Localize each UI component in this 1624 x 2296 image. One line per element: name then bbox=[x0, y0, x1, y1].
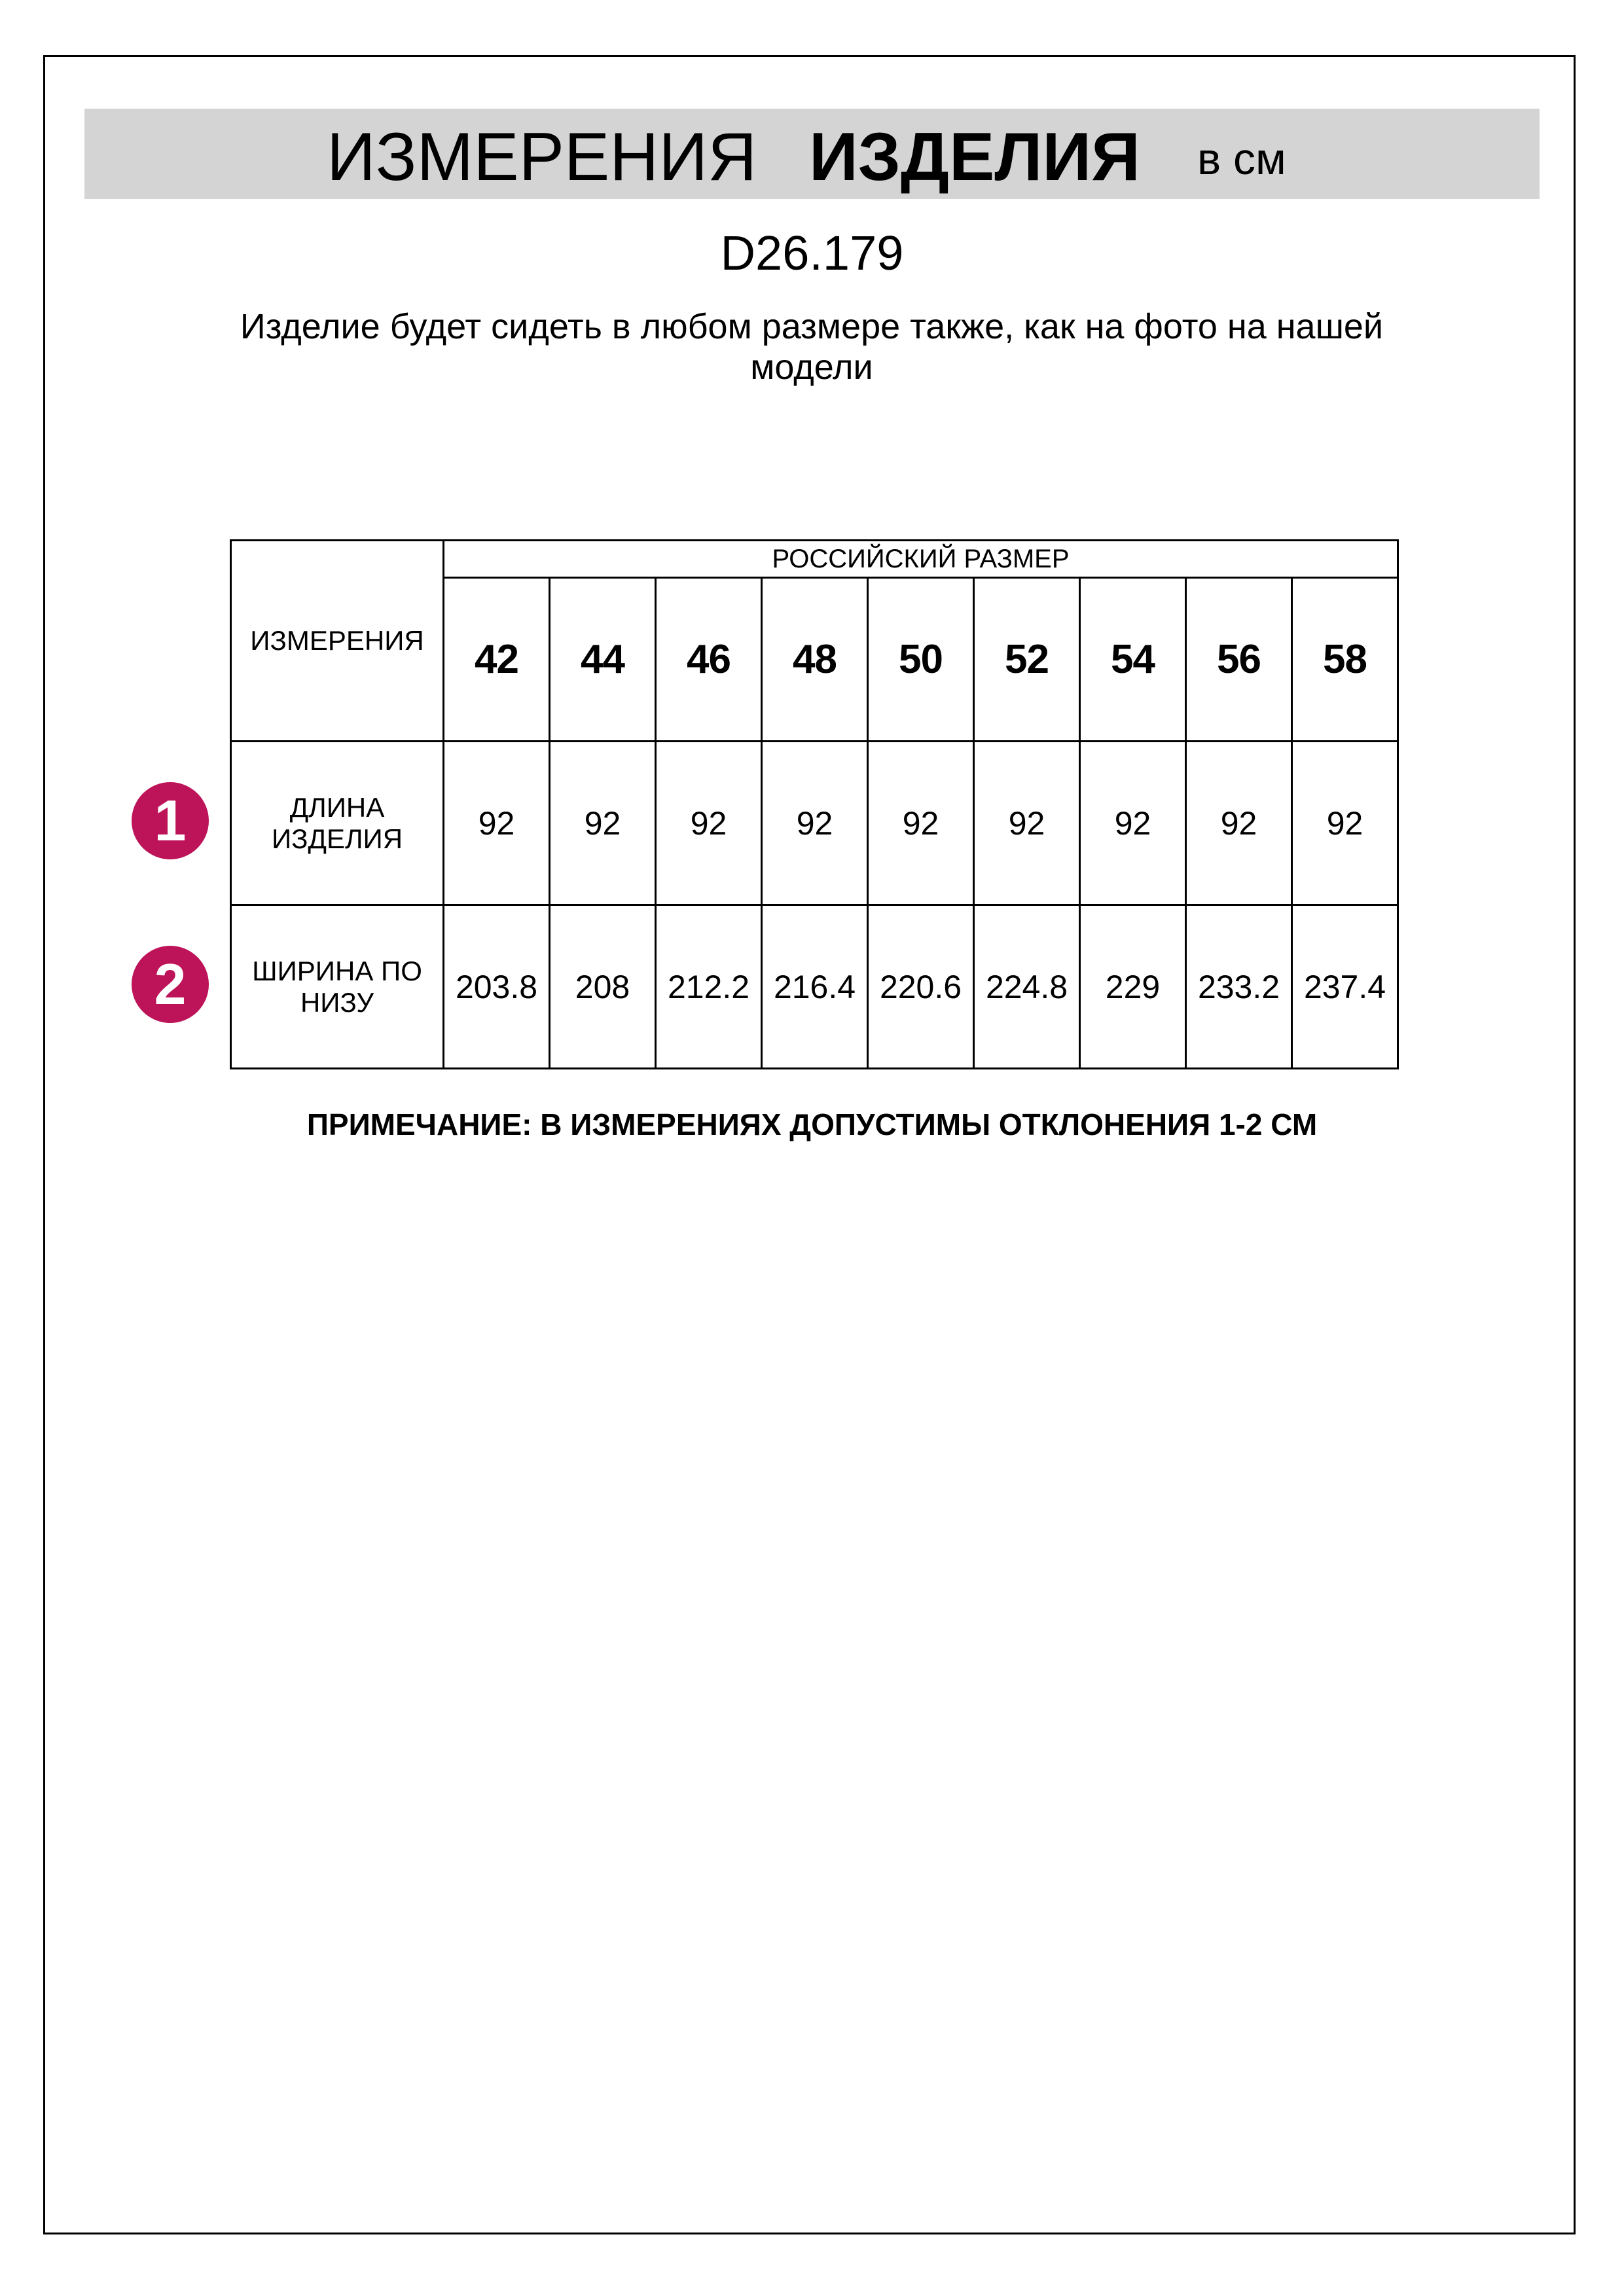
table-row bbox=[231, 742, 1398, 905]
number-badge: 2 bbox=[132, 946, 209, 1023]
size-cell: 42 bbox=[444, 578, 550, 742]
table-header-row bbox=[231, 541, 1398, 578]
row-label-length: ДЛИНА ИЗДЕЛИЯ bbox=[231, 742, 444, 905]
table-cell: 92 bbox=[656, 742, 762, 905]
size-cell: 52 bbox=[974, 578, 1080, 742]
table-cell: 203.8 bbox=[444, 905, 550, 1069]
table-row bbox=[231, 905, 1398, 1069]
size-cell: 46 bbox=[656, 578, 762, 742]
tolerance-note: ПРИМЕЧАНИЕ: В ИЗМЕРЕНИЯХ ДОПУСТИМЫ ОТКЛОНЕНИЯ 1-2 СМ bbox=[306, 1107, 1318, 1141]
title-unit: в см bbox=[1197, 134, 1286, 184]
table-cell: 237.4 bbox=[1292, 905, 1398, 1069]
size-cell: 56 bbox=[1186, 578, 1292, 742]
table-cell: 212.2 bbox=[656, 905, 762, 1069]
size-group-header: РОССИЙСКИЙ РАЗМЕР bbox=[444, 541, 1398, 578]
product-description: Изделие будет сидеть в любом размере также, как на фото на нашей модели bbox=[240, 307, 1384, 387]
measure-header: ИЗМЕРЕНИЯ bbox=[231, 541, 444, 742]
table-cell: 92 bbox=[1186, 742, 1292, 905]
table-cell: 92 bbox=[1080, 742, 1186, 905]
table-cell: 92 bbox=[974, 742, 1080, 905]
number-badge: 1 bbox=[132, 782, 209, 859]
table-cell: 229 bbox=[1080, 905, 1186, 1069]
table-cell: 224.8 bbox=[974, 905, 1080, 1069]
table-cell: 92 bbox=[868, 742, 974, 905]
product-code: D26.179 bbox=[720, 226, 904, 280]
size-cell: 54 bbox=[1080, 578, 1186, 742]
size-cell: 58 bbox=[1292, 578, 1398, 742]
row-label-width: ШИРИНА ПО НИЗУ bbox=[231, 905, 444, 1069]
table-cell: 208 bbox=[550, 905, 656, 1069]
table-cell: 92 bbox=[1292, 742, 1398, 905]
size-cell: 50 bbox=[868, 578, 974, 742]
size-table bbox=[230, 539, 1399, 1069]
table-cell: 92 bbox=[444, 742, 550, 905]
table-cell: 220.6 bbox=[868, 905, 974, 1069]
title-measurements: ИЗМЕРЕНИЯ bbox=[327, 119, 757, 195]
size-cell: 44 bbox=[550, 578, 656, 742]
table-cell: 233.2 bbox=[1186, 905, 1292, 1069]
table-cell: 92 bbox=[550, 742, 656, 905]
title-product: ИЗДЕЛИЯ bbox=[809, 119, 1140, 195]
table-cell: 216.4 bbox=[762, 905, 868, 1069]
title-bar bbox=[84, 109, 1540, 199]
table-cell: 92 bbox=[762, 742, 868, 905]
size-cell: 48 bbox=[762, 578, 868, 742]
